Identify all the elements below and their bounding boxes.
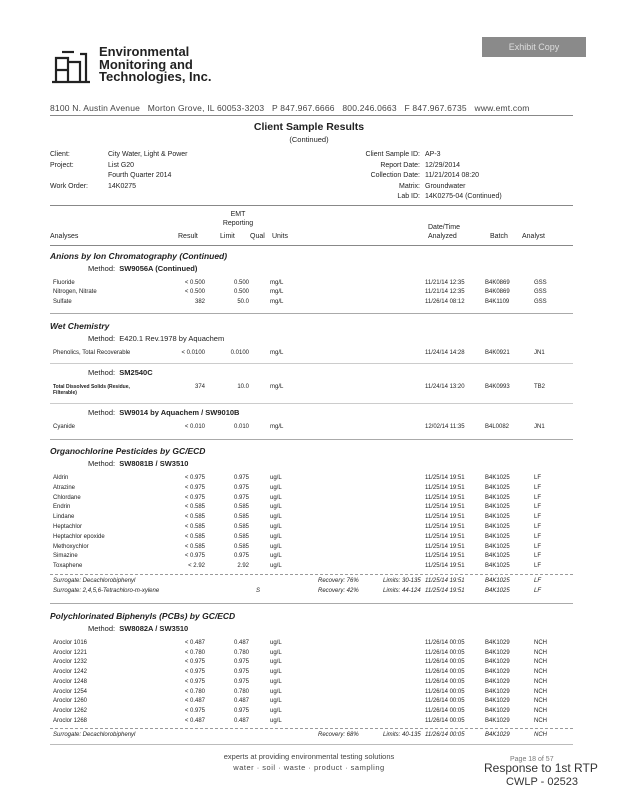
batch-id: B4K1025 [485,524,510,530]
address-line: 8100 N. Austin Avenue Morton Grove, IL 60053-3203 P 847.967.6666 800.246.0663 F 847.967.6735 www.emt.com [50,103,530,113]
recovery-limits: Limits: 44-124 [383,588,421,594]
analyst: LF [534,494,542,501]
analyzed-date: 11/26/14 00:05 [425,649,465,656]
result-value: < 0.585 [184,524,205,530]
surrogate-divider [50,574,573,575]
method-line: Method: SW9056A (Continued) [88,264,198,273]
result-value: < 0.487 [184,698,205,705]
result-value: 382 [194,298,205,305]
analyst: JN1 [534,350,545,356]
recovery: Recovery: 68% [318,732,359,738]
analyzed-date: 11/25/14 19:51 [425,484,465,491]
section-divider [50,313,573,314]
result-value: < 2.92 [188,563,205,570]
analyzed-date: 11/25/14 19:51 [425,578,465,584]
response-label: Response to 1st RTP [484,761,598,775]
reporting-limit: 0.975 [233,669,249,676]
result-header: Result [178,233,198,240]
batch-id: B4K1029 [485,659,510,666]
batch-id: B4L0082 [485,424,510,430]
reporting-limit: 0.585 [233,533,249,540]
result-value: < 0.780 [184,688,205,695]
analyte-name: Sulfate [53,298,72,305]
analyte-name: Heptachlor epoxide [53,533,105,540]
analyte-name: Aldrin [53,475,69,481]
analyzed-date: 11/25/14 19:51 [425,588,465,594]
analyzed-date: 11/26/14 00:05 [425,698,465,705]
footer-tagline: experts at providing environmental testing solutions [223,752,395,761]
analyst: LF [534,475,542,481]
analyst: NCH [534,678,547,685]
analyzed-date: 11/25/14 19:51 [425,533,465,540]
analyst: NCH [534,669,547,676]
analyst: NCH [534,659,547,666]
units: mg/L [270,384,284,390]
analyst: LF [534,504,542,511]
footer-services: water · soil · waste · product · sampling [233,763,385,772]
result-value: < 0.500 [184,280,205,286]
batch-id: B4K1025 [485,484,510,491]
result-value: < 0.975 [184,553,205,560]
qual-header: Qual [250,233,265,240]
units: ug/L [270,543,282,550]
batch-id: B4K1029 [485,707,510,714]
recovery-limits: Limits: 40-135 [383,732,421,738]
result-row [53,299,573,308]
reporting-limit: 10.0 [237,384,249,390]
emt-reporting-header: EMT Reporting [222,211,254,227]
analyte-name: Methoxychlor [53,543,89,550]
reporting-limit: 0.010 [233,424,249,430]
analyzed-date: 11/21/14 12:35 [425,280,465,286]
reporting-limit: 0.975 [233,475,249,481]
batch-id: B4K1029 [485,649,510,656]
datetime-header: Date/Time [428,224,461,231]
result-value: < 0.0100 [181,350,205,356]
reporting-limit: 0.500 [233,280,249,286]
batch-id: B4K1025 [485,475,510,481]
analyzed-date: 11/25/14 19:51 [425,563,465,570]
section-divider [50,603,573,604]
units: ug/L [270,553,282,560]
analyzed-date: 11/21/14 12:35 [425,289,465,296]
units: ug/L [270,688,282,695]
units: ug/L [270,669,282,676]
result-row [53,475,573,484]
analyzed-date: 12/02/14 11:35 [425,424,465,430]
surrogate-divider [50,728,573,729]
batch-id: B4K1025 [485,494,510,501]
analyte-name: Aroclor 1260 [53,698,88,705]
batch-id: B4K1029 [485,732,510,738]
analyte-name: Phenolics, Total Recoverable [53,350,131,356]
recovery: Recovery: 42% [318,588,359,594]
analyte-name: Surrogate: Decachlorobiphenyl [53,732,136,738]
units: ug/L [270,533,282,540]
analyst: JN1 [534,424,545,430]
reporting-limit: 0.975 [233,659,249,666]
batch-id: B4K0921 [485,350,510,356]
analyst: NCH [534,640,547,646]
units: ug/L [270,659,282,666]
result-value: < 0.585 [184,504,205,511]
reporting-limit: 0.585 [233,504,249,511]
page-number: Page 18 of 57 [510,756,554,763]
units: mg/L [270,298,284,305]
method-line: Method: SM2540C [88,368,153,377]
result-value: < 0.975 [184,669,205,676]
units: ug/L [270,717,282,724]
reporting-limit: 0.487 [233,640,249,646]
batch-id: B4K1025 [485,514,510,521]
qualifier: S [256,588,261,594]
result-row [53,708,573,717]
analyzed-date: 11/26/14 00:05 [425,688,465,695]
column-header-divider [50,245,573,246]
units: ug/L [270,494,282,501]
result-value: < 0.487 [184,640,205,646]
analyst: GSS [534,298,547,305]
method-line: Method: SW9014 by Aquachem / SW9010B [88,408,240,417]
analyst: LF [534,524,542,530]
exhibit-stamp: Exhibit Copy [482,37,586,57]
reporting-limit: 50.0 [237,298,249,305]
analyst: NCH [534,717,547,724]
result-value: < 0.975 [184,494,205,501]
analyzed-date: 11/26/14 00:05 [425,678,465,685]
analyst: NCH [534,688,547,695]
batch-id: B4K1025 [485,588,510,594]
units: mg/L [270,280,284,286]
reporting-limit: 0.487 [233,717,249,724]
analyzed-date: 11/24/14 14:28 [425,350,465,356]
analyte-name: Aroclor 1232 [53,659,88,666]
result-row [53,718,573,727]
analyst: LF [534,514,542,521]
bates-number: CWLP - 02523 [506,776,578,788]
batch-id: B4K1029 [485,678,510,685]
analyte-name: Surrogate: 2,4,5,6-Tetrachloro-m-xylene [53,588,160,594]
analyzed-date: 11/26/14 00:05 [425,732,465,738]
surrogate-row [53,588,573,597]
result-value: < 0.780 [184,649,205,656]
units: ug/L [270,484,282,491]
batch-id: B4K1029 [485,640,510,646]
result-row [53,553,573,562]
result-row [53,524,573,533]
analyte-name: Fluoride [53,280,75,286]
page-subtitle: (Continued) [289,135,329,144]
units: ug/L [270,698,282,705]
analyst: LF [534,533,542,540]
batch-id: B4K1029 [485,688,510,695]
result-row [53,514,573,523]
result-row [53,689,573,698]
analyzed-header: Analyzed [428,233,457,240]
reporting-limit: 0.585 [233,543,249,550]
surrogate-row [53,732,573,741]
batch-id: B4K0869 [485,280,510,286]
result-row [53,504,573,513]
result-row [53,485,573,494]
batch-id: B4K1025 [485,578,510,584]
reporting-limit: 0.780 [233,688,249,695]
result-row [53,679,573,688]
result-row [53,659,573,668]
result-value: < 0.975 [184,484,205,491]
analyzed-date: 11/25/14 19:51 [425,475,465,481]
analyte-name: Toxaphene [53,563,83,570]
analyte-name: Endrin [53,504,71,511]
emt-logo-icon [50,48,92,91]
reporting-limit: 0.975 [233,494,249,501]
limit-header: Limit [220,233,235,240]
analyst: LF [534,553,542,560]
result-value: < 0.585 [184,543,205,550]
result-row [53,534,573,543]
page-title: Client Sample Results [253,121,365,133]
batch-id: B4K0993 [485,384,510,390]
batch-id: B4K1025 [485,553,510,560]
footer-divider [50,744,573,745]
analyte-name: Lindane [53,514,75,521]
units: mg/L [270,289,284,296]
result-value: 374 [194,384,205,390]
batch-id: B4K1029 [485,698,510,705]
reporting-limit: 0.487 [233,698,249,705]
section-title: Anions by Ion Chromatography (Continued) [50,251,228,261]
surrogate-row [53,578,573,587]
units-header: Units [272,233,288,240]
units: ug/L [270,514,282,521]
section-title: Polychlorinated Biphenyls (PCBs) by GC/ECD [50,611,236,621]
analyzed-date: 11/25/14 19:51 [425,494,465,501]
analyst: NCH [534,707,547,714]
analyzed-date: 11/26/14 08:12 [425,298,465,305]
analyte-name: Atrazine [53,484,76,491]
reporting-limit: 2.92 [237,563,249,570]
method-divider [50,403,573,404]
analyte-name: Total Dissolved Solids (Residue, Filterable) [53,384,130,396]
analyst: GSS [534,280,547,286]
batch-id: B4K1025 [485,533,510,540]
analyte-name: Aroclor 1268 [53,717,88,724]
result-value: < 0.585 [184,514,205,521]
analyzed-date: 11/26/14 00:05 [425,659,465,666]
header-divider [50,115,573,116]
reporting-limit: 0.585 [233,514,249,521]
analyte-name: Nitrogen, Nitrate [53,289,97,296]
company-name: Environmental Monitoring and Technologies, Inc. [99,44,212,84]
analyte-name: Aroclor 1242 [53,669,88,676]
reporting-limit: 0.0100 [230,350,249,356]
batch-header: Batch [490,233,508,240]
result-row [53,640,573,649]
recovery: Recovery: 76% [318,578,359,584]
analyst: LF [534,543,542,550]
batch-id: B4K1029 [485,717,510,724]
units: ug/L [270,707,282,714]
analyses-header: Analyses [50,233,79,240]
reporting-limit: 0.975 [233,707,249,714]
analyst: GSS [534,289,547,296]
result-value: < 0.487 [184,717,205,724]
section-title: Organochlorine Pesticides by GC/ECD [50,446,206,456]
method-line: Method: E420.1 Rev.1978 by Aquachem [88,334,225,343]
units: ug/L [270,678,282,685]
result-value: < 0.500 [184,289,205,296]
analyst: LF [534,484,542,491]
result-row [53,650,573,659]
client-info-left: Client: City Water, Light & Power Project: List G20 Fourth Quarter 2014 Work Order: 14K0275 [50,151,188,190]
reporting-limit: 0.975 [233,553,249,560]
units: ug/L [270,563,282,570]
analyzed-date: 11/26/14 00:05 [425,717,465,724]
result-row [53,495,573,504]
analyte-name: Aroclor 1016 [53,640,88,646]
result-row [53,563,573,572]
batch-id: B4K1025 [485,543,510,550]
batch-id: B4K1109 [485,298,510,305]
method-line: Method: SW8082A / SW3510 [88,624,189,633]
analyzed-date: 11/25/14 19:51 [425,514,465,521]
analyzed-date: 11/24/14 13:20 [425,384,465,390]
result-value: < 0.975 [184,659,205,666]
reporting-limit: 0.975 [233,678,249,685]
units: ug/L [270,640,282,646]
result-row [53,280,573,289]
result-value: < 0.975 [184,678,205,685]
reporting-limit: 0.585 [233,524,249,530]
analyzed-date: 11/25/14 19:51 [425,543,465,550]
batch-id: B4K1025 [485,504,510,511]
result-value: < 0.010 [184,424,205,430]
analyte-name: Aroclor 1248 [53,678,88,685]
info-divider [50,205,573,206]
recovery-limits: Limits: 30-135 [383,578,421,584]
analyte-name: Surrogate: Decachlorobiphenyl [53,578,136,584]
analyst: NCH [534,732,547,738]
method-line: Method: SW8081B / SW3510 [88,459,189,468]
section-divider [50,439,573,440]
analyte-name: Aroclor 1221 [53,649,88,656]
reporting-limit: 0.500 [233,289,249,296]
units: ug/L [270,649,282,656]
analyzed-date: 11/26/14 00:05 [425,640,465,646]
result-row [53,350,573,359]
analyte-name: Chlordane [53,494,81,501]
analyte-name: Heptachlor [53,524,83,530]
result-row [53,384,573,396]
analyzed-date: 11/26/14 00:05 [425,669,465,676]
result-value: < 0.975 [184,475,205,481]
analyzed-date: 11/25/14 19:51 [425,553,465,560]
result-value: < 0.585 [184,533,205,540]
analyzed-date: 11/25/14 19:51 [425,504,465,511]
result-row [53,424,573,433]
result-row [53,669,573,678]
units: mg/L [270,424,284,430]
reporting-limit: 0.780 [233,649,249,656]
units: ug/L [270,475,282,481]
result-value: < 0.975 [184,707,205,714]
result-row [53,544,573,553]
analyte-name: Cyanide [53,424,76,430]
batch-id: B4K1025 [485,563,510,570]
client-info-right: Client Sample ID: AP-3 Report Date: 12/29/2014 Collection Date: 11/21/2014 08:20 Matrix: Groundwater Lab ID: 14K0275-04 (Continued) [365,151,502,200]
units: ug/L [270,504,282,511]
reporting-limit: 0.975 [233,484,249,491]
analyzed-date: 11/25/14 19:51 [425,524,465,530]
result-row [53,289,573,298]
analyst: LF [534,578,542,584]
result-row [53,698,573,707]
analyst: LF [534,563,542,570]
analyst: TB2 [534,384,546,390]
analyte-name: Aroclor 1262 [53,707,88,714]
analyst: NCH [534,649,547,656]
analyst: LF [534,588,542,594]
method-divider [50,363,573,364]
units: mg/L [270,350,284,356]
batch-id: B4K0869 [485,289,510,296]
units: ug/L [270,524,282,530]
analyst-header: Analyst [522,233,545,240]
analyte-name: Simazine [53,553,78,560]
analyst: NCH [534,698,547,705]
analyte-name: Aroclor 1254 [53,688,88,695]
batch-id: B4K1029 [485,669,510,676]
section-title: Wet Chemistry [50,321,110,331]
analyzed-date: 11/26/14 00:05 [425,707,465,714]
